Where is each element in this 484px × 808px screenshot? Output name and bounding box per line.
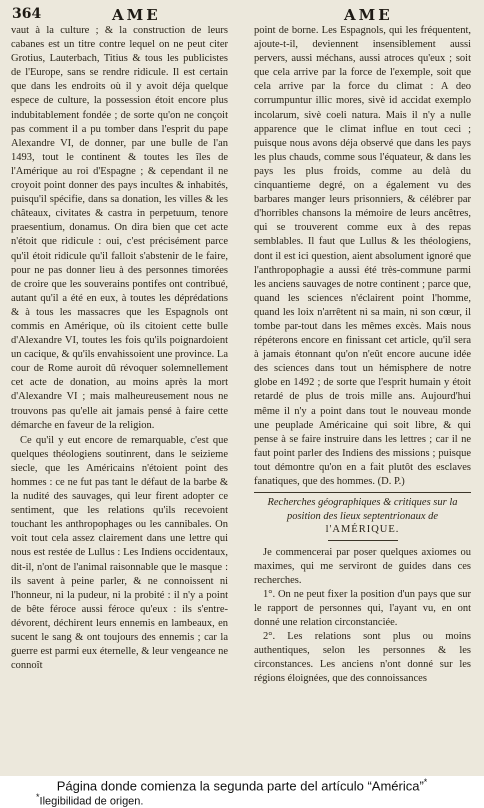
left-paragraph-2: Ce qu'il y eut encore de remarquable, c'est que quelques théologiens soutinrent, dans le seizieme siecle, que les Américains n'étoient point des hommes : ce ne fut pas tant le défaut de la barbe & la nudité des sauvages, qui leur firent adopter ce sentiment, que les relations qu'ils recevoient touchant les anthropophages ou les cannibales. On voit tout cela assez clairement dans une lettre qui nous est restée de Lullus : Les Indiens occidentaux, dit-il, n'ont de l'animal raisonnable que le masque : ils savent à peine parler, & ne connoissent ni l'honneur, ni la pudeur, ni la probité : il n'y a point de bête féroce aussi féroce qu'eux : ils s'entre-dévorent, déchirent leurs ennemis en lambeaux, en sucent le sang & ont toujours des ennemis ; car la guerre est parmi eux éternelle, & leur vengeance ne connoît: [11, 434, 228, 672]
section-heading: [254, 496, 471, 537]
right-paragraph-1: point de borne. Les Espagnols, qui les fréquentent, ajoute-t-il, deviennent insensiblement aussi pervers, aussi méchans, aussi atroces qu'eux ; soit que cela arrive par la force de l'exemple, soit que cela arrive par la force du climat : A deo corrumpuntur illic mores, sivè id accidat exemplo incolarum, sivè coeli natura. Mais il n'y a nulle apparence que le climat influe en tout ceci ; puisque nous avons déja observé que dans les pays les plus chauds, comme sous l'équateur, & dans les pays les plus froids, comme au delà du cinquantieme degré, on a également vu des barbares manger leurs prisonniers, & célébrer par d'horribles chansons la mémoire de leurs ancêtres, qui se trouverent comme eux à des repas semblables. Il faut que Lullus & les théologiens, dont il est ici question, aient absolument ignoré que l'anthropophagie a aussi été très-commune parmi les anciens sauvages de notre continent ; parce que, quand les sciences n'éclairent point l'homme, quand les loix n'arrêtent ni sa main, ni son cœur, il tombe par-tout dans les mêmes excès. Mais nous répéterons encore en finissant cet article, qu'il sera à jamais étonnant qu'on n'eût encore aucune idée des sciences dans tout un hémisphere de notre globe en 1492 ; de sorte que l'esprit humain y étoit retardé de plus de trois mille ans. Aujourd'hui même il n'y a point dans tout le nouveau monde une peuplade Américaine qui soit libre, & qui pense à se faire instruire dans les lettres ; car il ne faut point parler des Indiens des missions ; puisque tout démontre qu'on en a fait plutôt des esclaves fanatiques, que des hommes. (D. P.): [254, 25, 471, 487]
heading-underline: [328, 540, 398, 541]
running-head-left: AME: [112, 6, 161, 24]
right-column: [254, 24, 471, 772]
section-heading-line-1: Recherches géographiques & critiques sur la position des lieux septentrionaux de: [267, 497, 458, 522]
section-heading-line-2: l'AMÉRIQUE.: [325, 524, 400, 536]
axiom-1: 1°. On ne peut fixer la position d'un pays que sur le rapport de personnes qui, l'ayant vu, en ont donné une relation circonstanciée.: [254, 588, 471, 629]
footnote-marker: *: [36, 792, 40, 802]
axiom-2: 2°. Les relations sont plus ou moins authentiques, selon les personnes & les circonstances. Les anciens n'ont donné sur les régions éloignées, que des connoissances: [254, 631, 471, 685]
caption-marker: *: [423, 777, 428, 787]
image-caption: [0, 777, 484, 793]
left-column: [11, 24, 228, 772]
left-paragraph-1: vaut à la culture ; & la construction de leurs cabanes est un titre contre lequel on ne peut citer Grotius, Lauterbach, Titius & tous les publicistes de l'Europe, sans se rendre ridicule. Il est certain que dans les endroits où il y avoit déja quelque espece de culture, la possession étoit encore plus indubitablement fondée ; de sorte qu'on ne conçoit pas comment il a pu tomber dans l'esprit du pape Alexandre VI, de donner, par une bulle de l'an 1493, tout le continent & toutes les îles de l'Amérique au roi d'Espagne ; & cependant il ne croyoit point donner des pays incultes & inhabités, puisqu'il spécifie, dans sa donation, les villes & les châteaux, civitates & castra in perpetuum, tenore praesentium, donamus. On dira bien que cet acte n'étoit que ridicule : oui, c'est précisément parce qu'il étoit ridicule qu'il falloit s'abstenir de le faire, pour ne pas donner lieu à des personnes timorées de croire que les souverains pontifes ont contribué, autant qu'il a été en eux, à toutes les déprédations & à tous les massacres que les Espagnols ont commis en Amérique, où ils citoient cette bulle d'Alexandre VI, toutes les fois qu'ils poignardoient un cacique, & qu'ils envahissoient une province. La cour de Rome auroit dû révoquer solemnellement cet acte de donation, au moins après la mort d'Alexandre VI ; mais malheureusement nous ne trouvons pas qu'elle ait jamais pensé à faire cette démarche en faveur de la religion.: [11, 25, 228, 431]
footnote-text: Ilegibilidad de origen.: [39, 795, 144, 808]
section-divider: [254, 492, 471, 493]
caption-text: Página donde comienza la segunda parte del artículo “América”: [56, 778, 424, 794]
section-intro: Je commencerai par poser quelques axiomes ou maximes, qui me serviront de guides dans ces recherches.: [254, 546, 471, 586]
page-header: [12, 6, 474, 22]
running-head-right: AME: [344, 6, 393, 24]
page-number: 364: [12, 6, 42, 22]
